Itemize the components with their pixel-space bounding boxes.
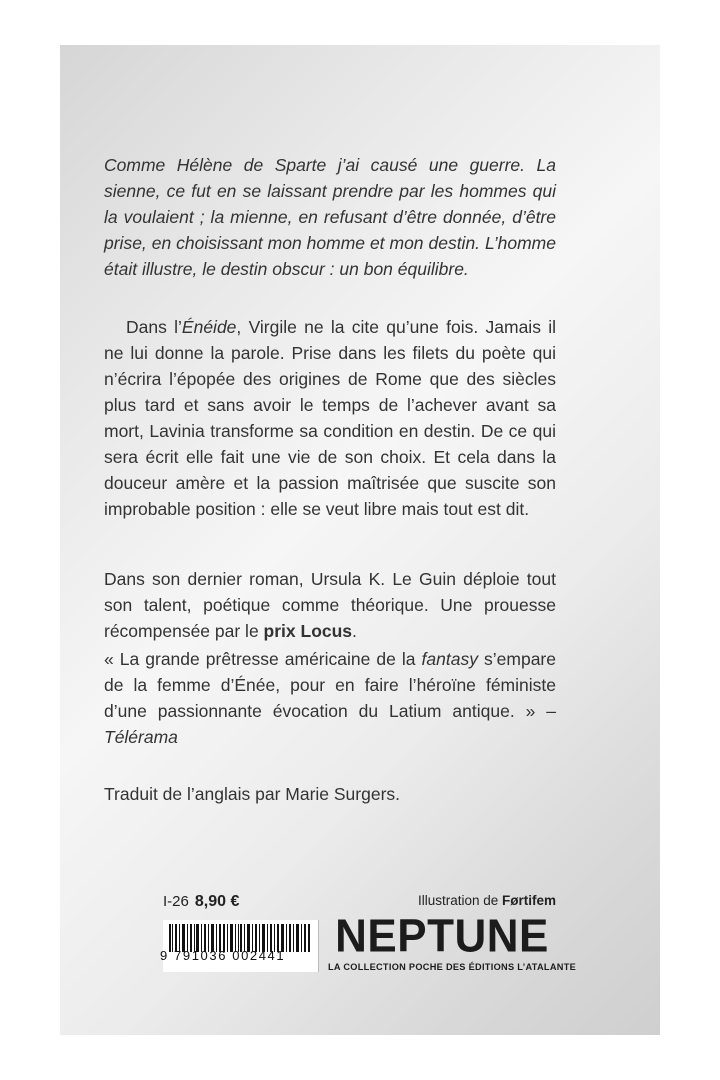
review-middle: s’empare de la femme d’Énée, pour en faire l’héroïne féministe d’une passionnante évocation du Latium antique. » – — [104, 649, 556, 721]
collection-logo: NEPTUNE — [335, 910, 549, 963]
price-row — [163, 893, 239, 911]
synopsis-paragraph — [104, 314, 556, 522]
review-genre: fantasy — [421, 649, 478, 669]
barcode — [163, 920, 319, 972]
aeneid-title: Énéide — [181, 317, 237, 337]
isbn-number: 9 791036 002441 — [160, 948, 286, 963]
price: 8,90 € — [194, 893, 240, 910]
review-open: « La grande prêtresse américaine de la — [104, 649, 422, 669]
catalog-code: I-26 — [163, 893, 189, 910]
illustration-credit — [408, 893, 556, 908]
synopsis-text-start: Dans l’ — [126, 317, 182, 337]
author-text: Dans son dernier roman, Ursula K. Le Guin déploie tout son talent, poétique comme théorique. Une prouesse récompensée par le — [104, 569, 556, 641]
synopsis-text-rest: , Virgile ne la cite qu’une fois. Jamais il ne lui donne la parole. Prise dans les filets du poète qui n’écrira l’épopée des origines de Rome que des siècles plus tard et sans avoir le temps de l’achever avant sa mort, Lavinia transforme sa condition en destin. De ce qui sera écrit elle fait une vie de son choix. Et cela dans la douceur amère et la passion maîtrisée que suscite son improbable position : elle se veut libre mais tout est dit. — [104, 317, 556, 519]
collection-tagline: LA COLLECTION POCHE DES ÉDITIONS L’ATALANTE — [328, 962, 577, 972]
press-review — [104, 646, 556, 750]
author-text-end: . — [352, 621, 357, 641]
award-name: prix Locus — [263, 621, 353, 641]
translator-credit: Traduit de l’anglais par Marie Surgers. — [104, 784, 401, 804]
illustration-prefix: Illustration de — [417, 893, 502, 908]
review-source: Télérama — [104, 727, 178, 747]
opening-quote: Comme Hélène de Sparte j’ai causé une guerre. La sienne, ce fut en se laissant prendre par les hommes qui la voulaient ; la mienne, en refusant d’être donnée, d’être prise, en choisissant mon homme et mon destin. L’homme était illustre, le destin obscur : un bon équilibre. — [104, 155, 556, 279]
illustrator-name: Førtifem — [502, 893, 556, 908]
author-paragraph — [104, 566, 556, 644]
